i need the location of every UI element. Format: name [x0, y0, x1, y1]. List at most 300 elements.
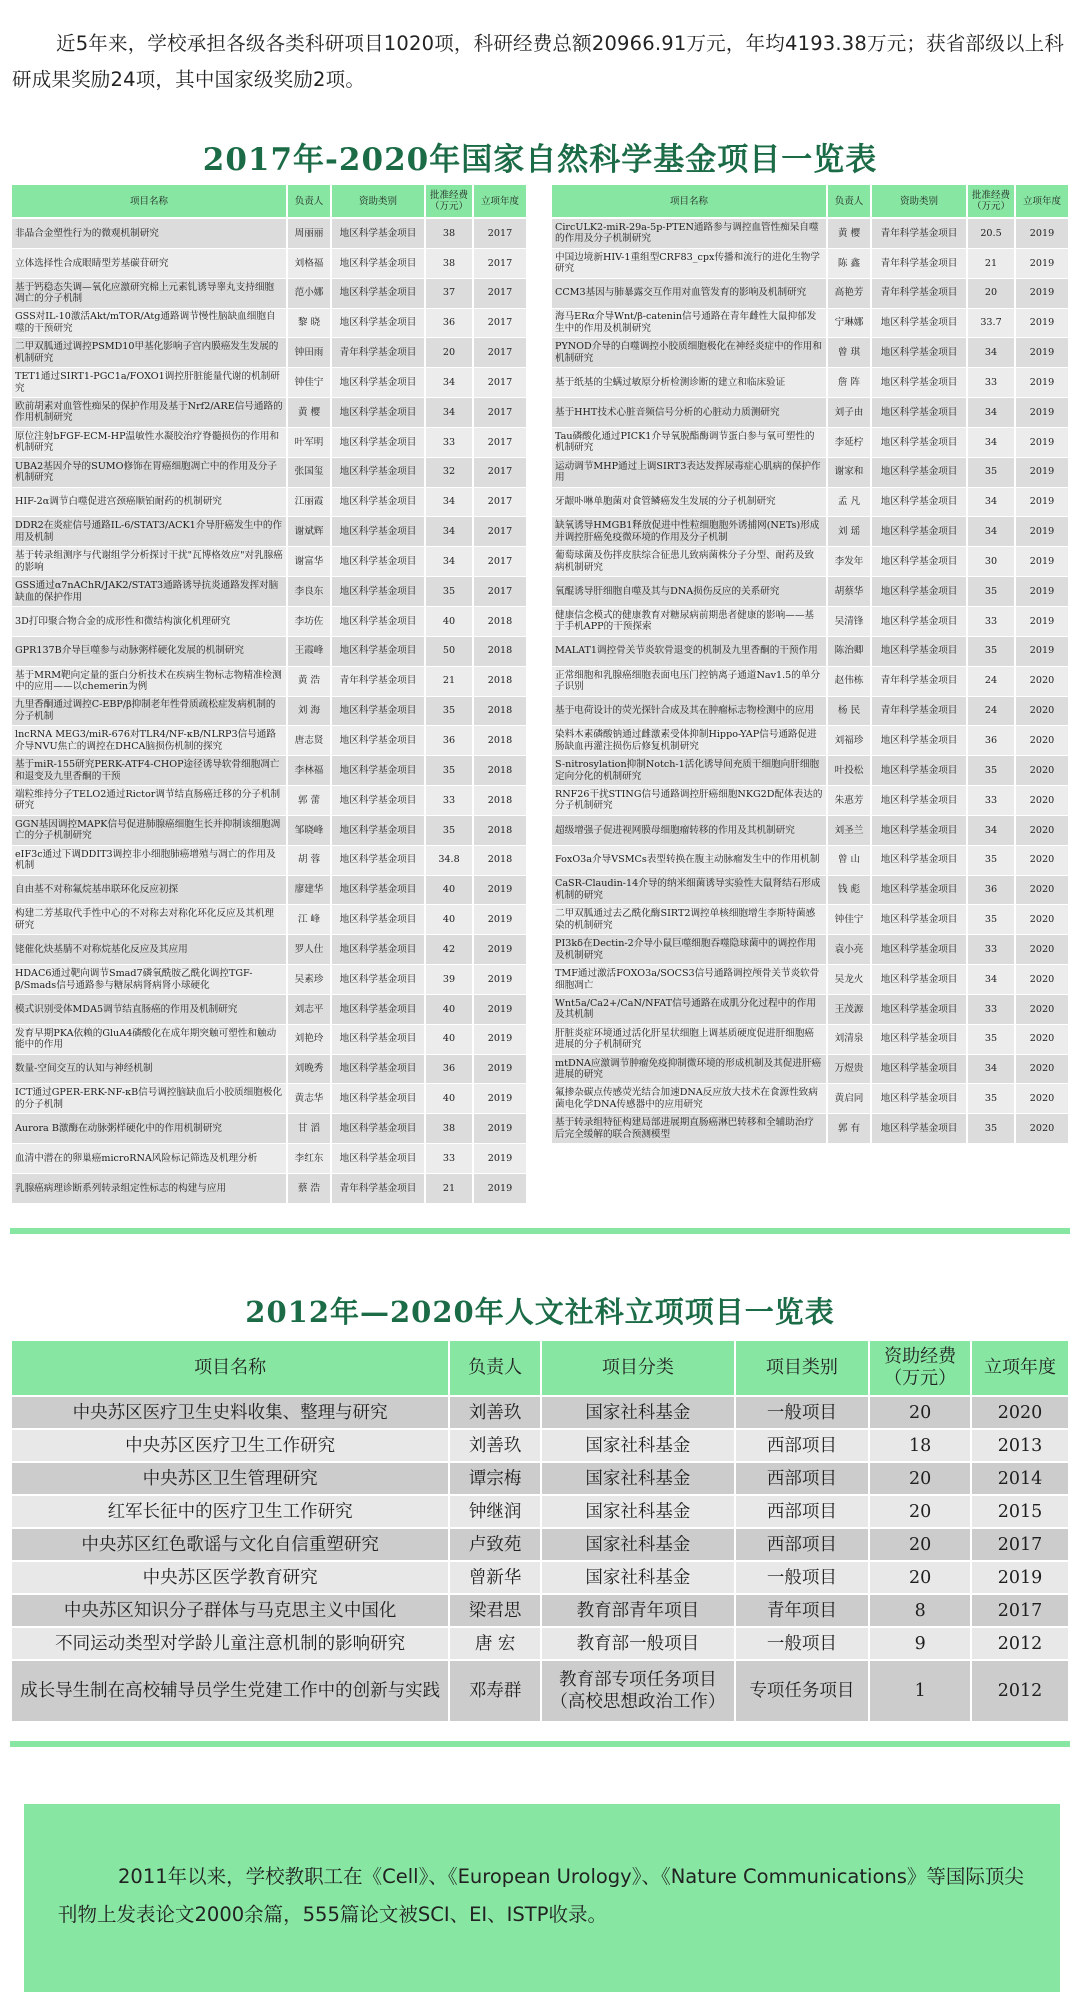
cell-leader: 万煜贵 [828, 1055, 872, 1085]
cell-funding: 33 [968, 786, 1016, 816]
cell-funding: 33 [426, 428, 474, 458]
cell-project-name: 构建二芳基取代手性中心的不对称去对称化环化反应及其机理研究 [12, 905, 288, 935]
cell-funding: 32 [426, 458, 474, 488]
cell-category: 地区科学基金项目 [332, 1144, 426, 1174]
cell-leader: 黄 樱 [828, 219, 872, 249]
cell-project-name: 基于电荷设计的荧光探针合成及其在肿瘤标志物检测中的应用 [552, 697, 828, 727]
table-row [12, 1084, 528, 1114]
cell-leader: 陈 鑫 [828, 249, 872, 279]
cell-project-name: eIF3c通过下调DDIT3调控非小细胞肺癌增殖与凋亡的作用及机制 [12, 846, 288, 876]
cell-year: 2019 [474, 1025, 528, 1055]
table-row [12, 219, 528, 249]
cell-category: 地区科学基金项目 [872, 398, 968, 428]
cell-category: 地区科学基金项目 [332, 1055, 426, 1085]
cell-leader: 杨 民 [828, 697, 872, 727]
cell-year: 2018 [474, 667, 528, 697]
cell-project-name: 铑催化炔基腈不对称烷基化反应及其应用 [12, 935, 288, 965]
cell-year: 2017 [972, 1595, 1070, 1628]
table-row [552, 965, 1070, 995]
cell-project-name: 欧前胡素对血管性痴呆的保护作用及基于Nrf2/ARE信号通路的作用机制研究 [12, 398, 288, 428]
table-row [12, 935, 528, 965]
table-row [12, 577, 528, 607]
cell-category: 地区科学基金项目 [332, 279, 426, 309]
cell-category: 地区科学基金项目 [872, 786, 968, 816]
cell-leader: 胡 蓉 [288, 846, 332, 876]
cell-category: 地区科学基金项目 [332, 756, 426, 786]
cell-classification: 国家社科基金 [542, 1496, 736, 1529]
cell-category: 地区科学基金项目 [332, 637, 426, 667]
cell-project-name: HIF-2α调节白噬促进宫颈癌顺铂耐药的机制研究 [12, 488, 288, 518]
cell-category: 地区科学基金项目 [872, 935, 968, 965]
table-row [552, 876, 1070, 906]
cell-classification: 国家社科基金 [542, 1562, 736, 1595]
table-row [552, 905, 1070, 935]
cell-funding: 38 [426, 249, 474, 279]
cell-leader: 谢富华 [288, 547, 332, 577]
cell-leader: 黎 晓 [288, 309, 332, 339]
cell-project-name: 二甲双胍通过调控PSMD10甲基化影响子宫内膜癌发生发展的机制研究 [12, 338, 288, 368]
table-row [552, 607, 1070, 637]
cell-funding: 21 [968, 249, 1016, 279]
cell-category: 地区科学基金项目 [332, 995, 426, 1025]
table-row [552, 398, 1070, 428]
cell-project-name: PYNOD介导的白噬调控小胶质细胞极化在神经炎症中的作用和机制研究 [552, 338, 828, 368]
cell-year: 2019 [474, 1144, 528, 1174]
cell-category: 地区科学基金项目 [332, 726, 426, 756]
footer-box [14, 1804, 1060, 1992]
cell-year: 2019 [474, 876, 528, 906]
cell-category: 地区科学基金项目 [872, 577, 968, 607]
cell-category: 地区科学基金项目 [872, 756, 968, 786]
col-header-category: 资助类别 [332, 185, 426, 219]
cell-category: 地区科学基金项目 [872, 637, 968, 667]
cell-leader: 谢斌辉 [288, 517, 332, 547]
cell-project-name: GSS对IL-10激活Akt/mTOR/Atg通路调节慢性脑缺血细胞自噬的干预研究 [12, 309, 288, 339]
cell-category: 地区科学基金项目 [332, 517, 426, 547]
cell-funding: 33 [426, 1144, 474, 1174]
cell-category: 地区科学基金项目 [872, 726, 968, 756]
cell-category: 地区科学基金项目 [872, 368, 968, 398]
col-header-name: 项目名称 [12, 185, 288, 219]
cell-leader: 宁琳娜 [828, 309, 872, 339]
cell-project-name: 氧醌诱导肝细胞自噬及其与DNA损伤反应的关系研究 [552, 577, 828, 607]
cell-year: 2020 [1016, 995, 1070, 1025]
cell-funding: 20 [870, 1496, 972, 1529]
table-row [12, 1661, 1070, 1723]
cell-year: 2020 [1016, 697, 1070, 727]
cell-project-name: UBA2基因介导的SUMO修饰在胃癌细胞凋亡中的作用及分子机制研究 [12, 458, 288, 488]
cell-year: 2018 [474, 816, 528, 846]
cell-project-name: 健康信念模式的健康教育对糖尿病前期患者健康的影响——基于手机APP的干预探索 [552, 607, 828, 637]
cell-project-name: CCM3基因与肺暴露交互作用对血管发育的影响及机制研究 [552, 279, 828, 309]
cell-leader: 谢家和 [828, 458, 872, 488]
humanities-table-title: 2012年—2020年人文社科立项项目一览表 [245, 1295, 835, 1329]
cell-project-name: 非晶合金塑性行为的微观机制研究 [12, 219, 288, 249]
cell-funding: 35 [426, 816, 474, 846]
nsfc-table-title: 2017年-2020年国家自然科学基金项目一览表 [202, 142, 878, 178]
cell-classification: 国家社科基金 [542, 1463, 736, 1496]
cell-year: 2019 [1016, 577, 1070, 607]
cell-category: 地区科学基金项目 [872, 338, 968, 368]
cell-category: 地区科学基金项目 [332, 697, 426, 727]
cell-year: 2019 [1016, 637, 1070, 667]
cell-category: 青年科学基金项目 [872, 279, 968, 309]
cell-type: 青年项目 [736, 1595, 871, 1628]
cell-year: 2019 [474, 935, 528, 965]
table-row [12, 458, 528, 488]
cell-year: 2020 [972, 1397, 1070, 1430]
cell-year: 2017 [474, 398, 528, 428]
table-row [552, 458, 1070, 488]
cell-year: 2017 [474, 309, 528, 339]
cell-project-name: 基于钙稳态失调—氧化应激研究棉上元素钆诱导睾丸支持细胞凋亡的分子机制 [12, 279, 288, 309]
cell-year: 2019 [1016, 279, 1070, 309]
cell-leader: 吴清锋 [828, 607, 872, 637]
divider-bar [10, 1741, 1070, 1747]
table-row [12, 1628, 1070, 1661]
cell-year: 2017 [474, 547, 528, 577]
cell-year: 2020 [1016, 726, 1070, 756]
cell-funding: 34 [968, 428, 1016, 458]
cell-category: 地区科学基金项目 [872, 428, 968, 458]
cell-year: 2019 [474, 1084, 528, 1114]
cell-year: 2018 [474, 756, 528, 786]
cell-year: 2020 [1016, 876, 1070, 906]
cell-funding: 35 [968, 458, 1016, 488]
cell-leader: 张国玺 [288, 458, 332, 488]
cell-leader: 吴龙火 [828, 965, 872, 995]
cell-funding: 36 [426, 726, 474, 756]
cell-category: 地区科学基金项目 [332, 547, 426, 577]
cell-classification: 教育部专项任务项目（高校思想政治工作） [542, 1661, 736, 1723]
table-row [12, 876, 528, 906]
cell-funding: 33 [968, 368, 1016, 398]
cell-funding: 20 [870, 1562, 972, 1595]
cell-funding: 42 [426, 935, 474, 965]
cell-leader: 高艳芳 [828, 279, 872, 309]
table-row [12, 995, 528, 1025]
table-row [12, 249, 528, 279]
cell-leader: 孟 凡 [828, 488, 872, 518]
cell-leader: 刘志平 [288, 995, 332, 1025]
cell-funding: 34 [968, 398, 1016, 428]
cell-leader: 吴素珍 [288, 965, 332, 995]
cell-funding: 35 [426, 577, 474, 607]
cell-funding: 33.7 [968, 309, 1016, 339]
table-row [12, 1025, 528, 1055]
table-row [552, 1114, 1070, 1144]
cell-project-name: 基于转录组测序与代谢组学分析探讨干扰"瓦博格效应"对乳腺癌的影响 [12, 547, 288, 577]
cell-leader: 卢致苑 [450, 1529, 542, 1562]
cell-year: 2020 [1016, 816, 1070, 846]
cell-type: 专项任务项目 [736, 1661, 871, 1723]
table-row [12, 488, 528, 518]
cell-project-name: lncRNA MEG3/miR-676对TLR4/NF-κB/NLRP3信号通路介导NVU焦亡的调控在DHCA脑损伤机制的探究 [12, 726, 288, 756]
table-row [12, 756, 528, 786]
cell-funding: 40 [426, 905, 474, 935]
cell-year: 2018 [474, 846, 528, 876]
cell-project-name: PI3kδ在Dectin-2介导小鼠巨噬细胞吞噬隐球菌中的调控作用及机制研究 [552, 935, 828, 965]
cell-year: 2013 [972, 1430, 1070, 1463]
cell-project-name: 中国边境新HIV-1重组型CRF83_cpx传播和流行的进化生物学研究 [552, 249, 828, 279]
cell-type: 西部项目 [736, 1430, 871, 1463]
cell-year: 2019 [1016, 517, 1070, 547]
cell-leader: 钟佳宁 [288, 368, 332, 398]
cell-year: 2015 [972, 1496, 1070, 1529]
cell-funding: 24 [968, 697, 1016, 727]
cell-year: 2019 [972, 1562, 1070, 1595]
cell-category: 地区科学基金项目 [332, 309, 426, 339]
cell-leader: 江 峰 [288, 905, 332, 935]
cell-year: 2020 [1016, 1114, 1070, 1144]
cell-category: 青年科学基金项目 [332, 338, 426, 368]
table-row [12, 1055, 528, 1085]
cell-leader: 赵伟栋 [828, 667, 872, 697]
cell-funding: 34 [426, 517, 474, 547]
table-row [12, 517, 528, 547]
cell-leader: 郭 有 [828, 1114, 872, 1144]
cell-year: 2019 [474, 965, 528, 995]
cell-leader: 李红东 [288, 1144, 332, 1174]
col-header-year: 立项年度 [1016, 185, 1070, 219]
cell-category: 地区科学基金项目 [332, 816, 426, 846]
cell-project-name: RNF26干扰STING信号通路调控肝癌细胞NKG2D配体表达的分子机制研究 [552, 786, 828, 816]
cell-category: 地区科学基金项目 [332, 846, 426, 876]
cell-funding: 20 [426, 338, 474, 368]
cell-project-name: 氟掺杂碳点传感荧光结合加速DNA反应放大技术在食源性致病菌电化学DNA传感器中的应用研究 [552, 1084, 828, 1114]
table-row [552, 786, 1070, 816]
cell-leader: 曾 琪 [828, 338, 872, 368]
cell-project-name: S-nitrosylation抑制Notch-1活化诱导间充质干细胞向肝细胞定向分化的机制研究 [552, 756, 828, 786]
cell-funding: 34 [968, 488, 1016, 518]
cell-year: 2019 [1016, 488, 1070, 518]
cell-category: 地区科学基金项目 [332, 458, 426, 488]
cell-year: 2012 [972, 1661, 1070, 1723]
table-row [552, 816, 1070, 846]
cell-funding: 33 [426, 786, 474, 816]
col-header-name: 项目名称 [12, 1341, 450, 1397]
table-row [552, 1055, 1070, 1085]
cell-project-name: 基于miR-155研究PERK-ATF4-CHOP途径诱导软骨细胞凋亡和退变及九里香酮的干预 [12, 756, 288, 786]
cell-funding: 38 [426, 1114, 474, 1144]
cell-project-name: 不同运动类型对学龄儿童注意机制的影响研究 [12, 1628, 450, 1661]
cell-year: 2019 [1016, 547, 1070, 577]
cell-project-name: 中央苏区知识分子群体与马克思主义中国化 [12, 1595, 450, 1628]
cell-leader: 罗人仕 [288, 935, 332, 965]
cell-type: 西部项目 [736, 1529, 871, 1562]
cell-funding: 1 [870, 1661, 972, 1723]
table-row [12, 1496, 1070, 1529]
cell-project-name: 缺氧诱导HMGB1释放促进中性粒细胞胞外诱捕网(NETs)形成并调控肝癌免疫微环境的作用及分子机制 [552, 517, 828, 547]
cell-classification: 国家社科基金 [542, 1397, 736, 1430]
cell-funding: 37 [426, 279, 474, 309]
cell-leader: 李延柠 [828, 428, 872, 458]
cell-category: 地区科学基金项目 [872, 1084, 968, 1114]
cell-funding: 34 [968, 816, 1016, 846]
table-row [12, 1562, 1070, 1595]
cell-leader: 钱 彪 [828, 876, 872, 906]
table-row [552, 219, 1070, 249]
cell-category: 青年科学基金项目 [332, 667, 426, 697]
cell-project-name: 海马ERα介导Wnt/β-catenin信号通路在青年雌性大鼠抑郁发生中的作用及机制研究 [552, 309, 828, 339]
cell-year: 2019 [1016, 368, 1070, 398]
cell-funding: 21 [426, 667, 474, 697]
cell-project-name: 中央苏区医学教育研究 [12, 1562, 450, 1595]
cell-leader: 梁君思 [450, 1595, 542, 1628]
cell-category: 地区科学基金项目 [332, 1025, 426, 1055]
cell-year: 2020 [1016, 846, 1070, 876]
cell-year: 2017 [474, 368, 528, 398]
col-header-funding: 批准经费（万元） [968, 185, 1016, 219]
cell-year: 2017 [474, 517, 528, 547]
table-row [552, 637, 1070, 667]
col-header-leader: 负责人 [450, 1341, 542, 1397]
cell-funding: 36 [426, 309, 474, 339]
cell-classification: 教育部青年项目 [542, 1595, 736, 1628]
cell-project-name: 立体选择性合成眼睛型芳基碳苷研究 [12, 249, 288, 279]
cell-category: 地区科学基金项目 [332, 905, 426, 935]
cell-leader: 李林福 [288, 756, 332, 786]
cell-funding: 35 [426, 697, 474, 727]
table-row [12, 428, 528, 458]
table-row [12, 398, 528, 428]
cell-funding: 33 [968, 935, 1016, 965]
cell-category: 青年科学基金项目 [332, 1174, 426, 1204]
cell-leader: 邓寿群 [450, 1661, 542, 1723]
humanities-table [12, 1341, 1070, 1723]
cell-funding: 35 [968, 846, 1016, 876]
cell-category: 青年科学基金项目 [872, 667, 968, 697]
table-row [552, 488, 1070, 518]
cell-leader: 陈治卿 [828, 637, 872, 667]
cell-category: 地区科学基金项目 [872, 995, 968, 1025]
cell-category: 地区科学基金项目 [332, 219, 426, 249]
cell-year: 2019 [474, 1055, 528, 1085]
cell-leader: 邹晓峰 [288, 816, 332, 846]
cell-year: 2020 [1016, 905, 1070, 935]
cell-project-name: 肝脏炎症环境通过活化肝星状细胞上调基质硬度促进肝细胞癌进展的分子机制研究 [552, 1025, 828, 1055]
cell-year: 2019 [474, 905, 528, 935]
cell-project-name: 染料木素磷酸钠通过雌激素受体抑制Hippo-YAP信号通路促进肠缺血再灌注损伤后修复机制研究 [552, 726, 828, 756]
table-row [12, 1595, 1070, 1628]
cell-project-name: 数量-空间交互的认知与神经机制 [12, 1055, 288, 1085]
cell-category: 地区科学基金项目 [872, 607, 968, 637]
cell-project-name: TET1通过SIRT1-PGC1a/FOXO1调控肝脏能量代谢的机制研究 [12, 368, 288, 398]
cell-category: 地区科学基金项目 [332, 1084, 426, 1114]
cell-funding: 18 [870, 1430, 972, 1463]
cell-year: 2017 [972, 1529, 1070, 1562]
table-row [12, 1114, 528, 1144]
cell-funding: 20 [870, 1529, 972, 1562]
cell-type: 西部项目 [736, 1496, 871, 1529]
cell-year: 2019 [474, 1174, 528, 1204]
cell-funding: 24 [968, 667, 1016, 697]
cell-leader: 刘善玖 [450, 1397, 542, 1430]
cell-project-name: 自由基不对称氟烷基串联环化反应初探 [12, 876, 288, 906]
cell-project-name: CaSR-Claudin-14介导的纳米细菌诱导实验性大鼠肾结石形成机制的研究 [552, 876, 828, 906]
cell-leader: 袁小亮 [828, 935, 872, 965]
cell-year: 2019 [474, 1114, 528, 1144]
footer-box-edge [14, 1804, 24, 1992]
cell-funding: 34 [426, 398, 474, 428]
cell-category: 地区科学基金项目 [872, 1055, 968, 1085]
footer-paragraph: 2011年以来，学校教职工在《Cell》、《European Urology》、《Nature Communications》等国际顶尖刊物上发表论文2000余篇，555篇论文被SCI、EI、ISTP收录。 [58, 1865, 1024, 1926]
nsfc-table-right [552, 185, 1070, 1144]
cell-year: 2019 [1016, 219, 1070, 249]
table-row [12, 1463, 1070, 1496]
cell-funding: 35 [968, 637, 1016, 667]
cell-year: 2019 [1016, 428, 1070, 458]
cell-project-name: DDR2在炎症信号通路IL-6/STAT3/ACK1介导肝癌发生中的作用及机制 [12, 517, 288, 547]
cell-category: 地区科学基金项目 [872, 846, 968, 876]
cell-category: 地区科学基金项目 [332, 607, 426, 637]
cell-year: 2017 [474, 488, 528, 518]
cell-project-name: 血清中潜在的卵巢癌microRNA风险标记筛选及机理分析 [12, 1144, 288, 1174]
cell-project-name: 基于MRM靶向定量的蛋白分析技术在疾病生物标志物精准检测中的应用——以chemerin为例 [12, 667, 288, 697]
cell-classification: 国家社科基金 [542, 1529, 736, 1562]
table-row [12, 786, 528, 816]
cell-leader: 刘福珍 [828, 726, 872, 756]
cell-leader: 廖建华 [288, 876, 332, 906]
cell-leader: 钟继润 [450, 1496, 542, 1529]
cell-category: 地区科学基金项目 [872, 876, 968, 906]
cell-funding: 34 [426, 368, 474, 398]
cell-leader: 刘清泉 [828, 1025, 872, 1055]
cell-leader: 黄 樱 [288, 398, 332, 428]
cell-year: 2017 [474, 279, 528, 309]
cell-leader: 曾新华 [450, 1562, 542, 1595]
cell-project-name: 基于HHT技术心脏音频信号分析的心脏动力质测研究 [552, 398, 828, 428]
cell-funding: 34 [968, 1055, 1016, 1085]
cell-category: 地区科学基金项目 [872, 488, 968, 518]
table-row [12, 1144, 528, 1174]
cell-category: 地区科学基金项目 [332, 488, 426, 518]
cell-year: 2019 [1016, 309, 1070, 339]
col-header-funding: 批准经费（万元） [426, 185, 474, 219]
cell-leader: 郭 蕾 [288, 786, 332, 816]
cell-leader: 黄启同 [828, 1084, 872, 1114]
cell-leader: 朱惠芳 [828, 786, 872, 816]
cell-project-name: CircULK2-miR-29a-5p-PTEN通路参与调控血管性痴呆自噬的作用及分子机制研究 [552, 219, 828, 249]
cell-project-name: 发育早期PKA依赖的GluA4磷酸化在成年期突触可塑性和触动能中的作用 [12, 1025, 288, 1055]
table-row [12, 309, 528, 339]
col-header-year: 立项年度 [972, 1341, 1070, 1397]
table-row [12, 697, 528, 727]
cell-leader: 詹 阵 [828, 368, 872, 398]
table-row [12, 338, 528, 368]
cell-year: 2020 [1016, 1055, 1070, 1085]
cell-year: 2020 [1016, 935, 1070, 965]
table-row [552, 697, 1070, 727]
cell-category: 地区科学基金项目 [872, 458, 968, 488]
table-row [552, 309, 1070, 339]
cell-category: 地区科学基金项目 [332, 965, 426, 995]
cell-year: 2017 [474, 338, 528, 368]
cell-year: 2019 [1016, 607, 1070, 637]
cell-year: 2019 [1016, 458, 1070, 488]
cell-funding: 50 [426, 637, 474, 667]
cell-leader: 刘 瑶 [828, 517, 872, 547]
cell-project-name: GSS通过α7nAChR/JAK2/STAT3通路诱导抗炎通路发挥对脑缺血的保护作用 [12, 577, 288, 607]
cell-year: 2012 [972, 1628, 1070, 1661]
cell-category: 地区科学基金项目 [332, 577, 426, 607]
cell-type: 一般项目 [736, 1397, 871, 1430]
cell-project-name: 牙龈卟啉单胞菌对食管鳞癌发生发展的分子机制研究 [552, 488, 828, 518]
cell-leader: 黄 浩 [288, 667, 332, 697]
cell-project-name: 红军长征中的医疗卫生工作研究 [12, 1496, 450, 1529]
cell-funding: 40 [426, 1025, 474, 1055]
cell-year: 2018 [474, 726, 528, 756]
